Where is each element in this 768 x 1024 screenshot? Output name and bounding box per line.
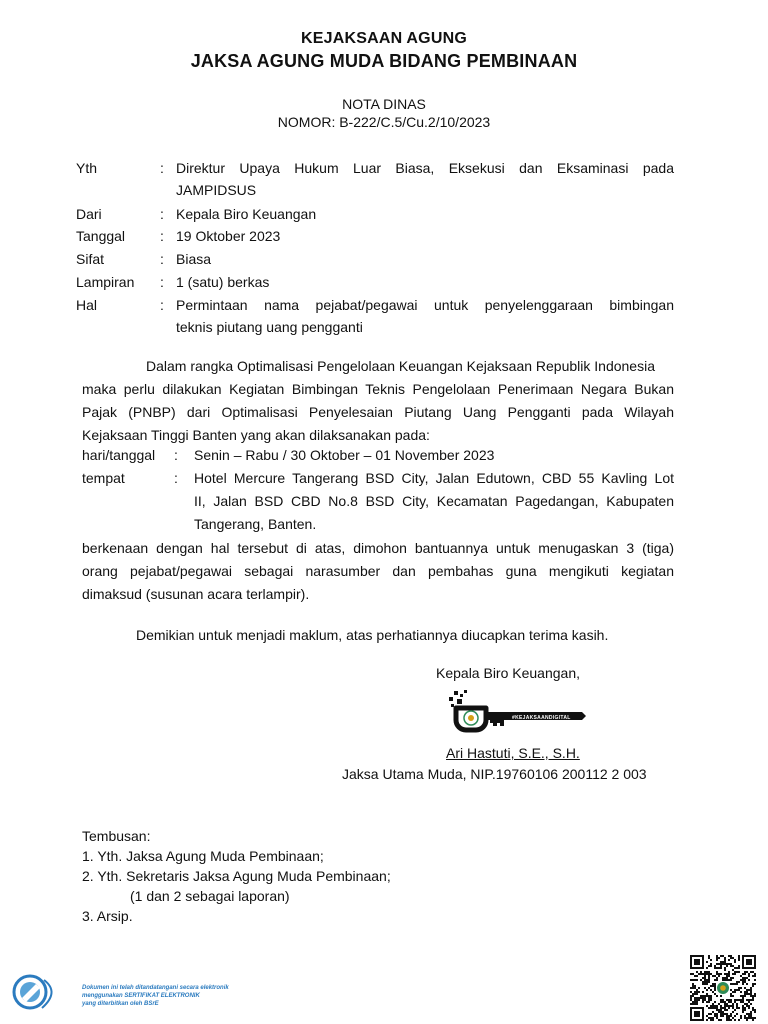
body-paragraph-2 <box>82 537 674 606</box>
paragraph-line: Kejaksaan Tinggi Banten yang akan dilaksanakan pada: <box>82 427 430 443</box>
paragraph-line: Dalam rangka Optimalisasi Pengelolaan Keuangan Kejaksaan Republik Indonesia <box>146 358 655 374</box>
meta-key: Lampiran <box>76 274 135 290</box>
meta-value: teknis piutang uang pengganti <box>176 319 363 335</box>
body-paragraph-1 <box>82 355 674 447</box>
meta-key: Yth <box>76 160 98 176</box>
paragraph-line: maka perlu dilakukan Kegiatan Bimbingan Teknis Pengelolaan Penerimaan Negara Bukan <box>82 381 674 397</box>
tembusan-item: 3. Arsip. <box>82 908 133 924</box>
org-heading: KEJAKSAAN AGUNG <box>301 30 467 47</box>
qr-code <box>690 955 756 1021</box>
closing-sentence: Demikian untuk menjadi maklum, atas perhatiannya diucapkan terima kasih. <box>136 627 609 643</box>
esign-notice-line: menggunakan SERTIFIKAT ELEKTRONIK <box>82 993 200 999</box>
key-logo-icon <box>446 688 590 736</box>
meta-row-lampiran <box>76 271 676 293</box>
document-type: NOTA DINAS <box>342 96 426 112</box>
bsre-logo-icon <box>10 972 80 1012</box>
meta-value: JAMPIDSUS <box>176 182 257 198</box>
meta-colon: : <box>160 160 164 176</box>
meta-value: 1 (satu) berkas <box>176 274 270 290</box>
schedule-key: hari/tanggal <box>82 447 156 463</box>
schedule-value: Senin – Rabu / 30 Oktober – 01 November 2023 <box>194 447 495 463</box>
tembusan-item: 2. Yth. Sekretaris Jaksa Agung Muda Pembinaan; <box>82 868 391 884</box>
meta-row-yth-cont <box>76 179 676 201</box>
meta-key: Sifat <box>76 251 105 267</box>
paragraph-line: berkenaan dengan hal tersebut di atas, dimohon bantuannya untuk menugaskan 3 (tiga) <box>82 540 674 556</box>
esign-notice <box>82 984 232 1008</box>
paragraph-line: Pajak (PNBP) dari Optimalisasi Penyelesaian Piutang Uang Pengganti pada Wilayah <box>82 404 674 420</box>
meta-key: Tanggal <box>76 228 126 244</box>
meta-value: Direktur Upaya Hukum Luar Biasa, Eksekusi dan Eksaminasi pada <box>176 160 674 176</box>
paragraph-line: orang pejabat/pegawai sebagai narasumber dan pembahas guna mengikuti kegiatan <box>82 563 674 579</box>
meta-colon: : <box>160 297 164 313</box>
meta-value: Biasa <box>176 251 212 267</box>
schedule-colon: : <box>174 470 178 486</box>
schedule-value: Tangerang, Banten. <box>194 516 317 532</box>
tembusan-note: (1 dan 2 sebagai laporan) <box>130 888 290 904</box>
meta-row-dari <box>76 203 676 225</box>
schedule-value: II, Jalan BSD CBD No.8 BSD City, Kecamatan Pagedangan, Kabupaten <box>194 493 674 509</box>
meta-key: Dari <box>76 206 102 222</box>
unit-heading: JAKSA AGUNG MUDA BIDANG PEMBINAAN <box>190 51 578 71</box>
kejaksaan-digital-logo <box>446 688 590 736</box>
meta-row-sifat <box>76 248 676 270</box>
signatory-title: Kepala Biro Keuangan, <box>436 665 580 681</box>
meta-value: 19 Oktober 2023 <box>176 228 281 244</box>
meta-colon: : <box>160 251 164 267</box>
schedule-key: tempat <box>82 470 125 486</box>
tembusan-block <box>82 826 391 926</box>
meta-row-tanggal <box>76 225 676 247</box>
schedule-value: Hotel Mercure Tangerang BSD City, Jalan Edutown, CBD 55 Kavling Lot <box>194 470 674 486</box>
esign-notice-line: yang diterbitkan oleh BSrE <box>82 1001 159 1007</box>
bsre-logo <box>10 972 80 1012</box>
signatory-position: Jaksa Utama Muda, NIP.19760106 200112 2 003 <box>342 766 647 782</box>
meta-value: Kepala Biro Keuangan <box>176 206 317 222</box>
meta-row-yth <box>76 157 676 179</box>
meta-colon: : <box>160 228 164 244</box>
meta-key: Hal <box>76 297 98 313</box>
meta-row-hal <box>76 294 676 316</box>
meta-colon: : <box>160 274 164 290</box>
signatory-name: Ari Hastuti, S.E., S.H. <box>446 745 580 761</box>
meta-colon: : <box>160 206 164 222</box>
logo-text: #KEJAKSAANDIGITAL <box>512 715 571 721</box>
meta-value: Permintaan nama pejabat/pegawai untuk penyelenggaraan bimbingan <box>176 297 674 313</box>
tembusan-heading: Tembusan: <box>82 828 151 844</box>
schedule-colon: : <box>174 447 178 463</box>
meta-row-hal-cont <box>76 316 676 338</box>
esign-notice-line: Dokumen ini telah ditandatangani secara elektronik <box>82 985 229 991</box>
qr-code-icon <box>690 955 756 1021</box>
paragraph-line: dimaksud (susunan acara terlampir). <box>82 586 310 602</box>
document-number: NOMOR: B-222/C.5/Cu.2/10/2023 <box>277 114 491 130</box>
tembusan-item: 1. Yth. Jaksa Agung Muda Pembinaan; <box>82 848 324 864</box>
